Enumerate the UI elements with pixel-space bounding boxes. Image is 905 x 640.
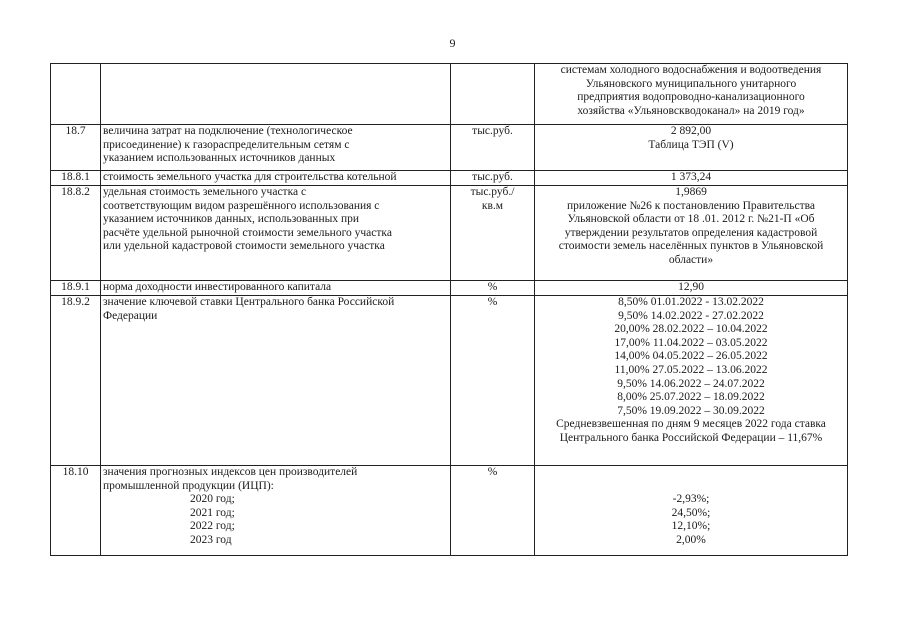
description-line: значение ключевой ставки Центрального банка Российской: [103, 296, 395, 308]
row-description: [101, 296, 451, 466]
row-unit: тыс.руб.: [451, 125, 535, 171]
rate-line: 17,00% 11.04.2022 – 03.05.2022: [614, 336, 768, 349]
value-line: 1,9869: [675, 186, 707, 198]
row-value: [535, 64, 848, 125]
value-line: утверждении результатов определения кадастровой: [564, 226, 818, 239]
row-number: 18.9.1: [51, 281, 101, 296]
value-line: 12,90: [678, 281, 704, 293]
description-line: указанием источников данных, использованных при: [103, 213, 360, 226]
row-value: [535, 125, 848, 171]
row-description: [101, 466, 451, 556]
description-line: значения прогнозных индексов цен производителей: [103, 466, 358, 478]
index-value: 2,00%: [676, 533, 706, 546]
weighted-rate-line: Центрального банка Российской Федерации – 11,67%: [559, 431, 823, 444]
data-table: [50, 63, 848, 556]
table-row: [51, 296, 848, 466]
row-value: [535, 281, 848, 296]
index-value: -2,93%;: [672, 493, 710, 506]
rate-line: 20,00% 28.02.2022 – 10.04.2022: [614, 323, 768, 336]
description-line: указанием использованных источников данных: [103, 152, 336, 165]
unit-line: тыс.руб./: [470, 186, 515, 198]
rate-line: 9,50% 14.06.2022 – 24.07.2022: [617, 377, 765, 390]
index-value: 12,10%;: [671, 520, 711, 533]
value-line: Ульяновской области от 18 .01. 2012 г. №21-П «Об: [567, 213, 815, 226]
year-label: 2022 год;: [190, 520, 235, 533]
description-line: или удельной кадастровой стоимости земельного участка: [103, 240, 385, 253]
table-row: [51, 186, 848, 281]
year-list: [103, 493, 448, 547]
row-unit: %: [451, 281, 535, 296]
row-description: [101, 125, 451, 171]
value-line: области»: [668, 253, 714, 266]
row-number: 18.9.2: [51, 296, 101, 466]
table-row: [51, 281, 848, 296]
row-value: [535, 466, 848, 556]
row-unit: %: [451, 296, 535, 466]
row-number: [51, 64, 101, 125]
description-line: присоединение) к газораспределительным сетям с: [103, 138, 350, 151]
description-line: соответствующим видом разрешённого использования с: [103, 199, 380, 212]
row-description: [101, 171, 451, 186]
rate-line: 11,00% 27.05.2022 – 13.06.2022: [614, 363, 768, 376]
value-line: Ульяновского муниципального унитарного: [585, 77, 797, 90]
description-line: расчёте удельной рыночной стоимости земельного участка: [103, 226, 392, 239]
row-description: [101, 186, 451, 281]
rate-line: 7,50% 19.09.2022 – 30.09.2022: [617, 404, 765, 417]
table-row: [51, 466, 848, 556]
rate-line: 9,50% 14.02.2022 - 27.02.2022: [618, 309, 764, 322]
description-line: норма доходности инвестированного капитала: [103, 281, 332, 293]
description-line: Федерации: [103, 309, 158, 322]
unit-line: кв.м: [481, 199, 504, 212]
row-unit: %: [451, 466, 535, 556]
row-number: 18.8.1: [51, 171, 101, 186]
row-unit: [451, 64, 535, 125]
weighted-rate-line: Средневзвешенная по дням 9 месяцев 2022 года ставка: [556, 418, 826, 431]
year-label: 2021 год;: [190, 506, 235, 519]
description-line: промышленной продукции (ИЦП):: [103, 479, 274, 492]
value-line: приложение №26 к постановлению Правительства: [567, 199, 815, 212]
index-value: 24,50%;: [671, 506, 711, 519]
row-number: 18.8.2: [51, 186, 101, 281]
table-row: [51, 171, 848, 186]
row-description: [101, 281, 451, 296]
rate-line: 14,00% 04.05.2022 – 26.05.2022: [614, 350, 768, 363]
row-value: [535, 171, 848, 186]
value-line: предприятия водопроводно-канализационного: [577, 91, 805, 104]
row-value: [535, 186, 848, 281]
row-number: 18.7: [51, 125, 101, 171]
row-number: 18.10: [51, 466, 101, 556]
table-row: [51, 64, 848, 125]
rate-line: 8,50% 01.01.2022 - 13.02.2022: [618, 296, 764, 308]
description-line: стоимость земельного участка для строительства котельной: [103, 171, 397, 183]
value-line: Таблица ТЭП (V): [648, 138, 734, 151]
page-number: 9: [449, 36, 456, 50]
description-line: величина затрат на подключение (технологическое: [103, 125, 353, 137]
year-label: 2020 год;: [190, 493, 235, 506]
value-line: системам холодного водоснабжения и водоотведения: [560, 64, 822, 76]
value-line: 2 892,00: [670, 125, 712, 137]
value-line: стоимости земель населённых пунктов в Ульяновской: [558, 240, 824, 253]
row-unit: тыс.руб.: [451, 171, 535, 186]
rate-line: 8,00% 25.07.2022 – 18.09.2022: [617, 391, 765, 404]
key-rate-values: [535, 296, 848, 466]
row-description: [101, 64, 451, 125]
row-unit: [451, 186, 535, 281]
value-line: 1 373,24: [670, 171, 712, 183]
value-line: хозяйства «Ульяновскводоканал» на 2019 год»: [577, 104, 805, 117]
year-label: 2023 год: [190, 533, 232, 546]
table-row: [51, 125, 848, 171]
description-line: удельная стоимость земельного участка с: [103, 186, 307, 198]
